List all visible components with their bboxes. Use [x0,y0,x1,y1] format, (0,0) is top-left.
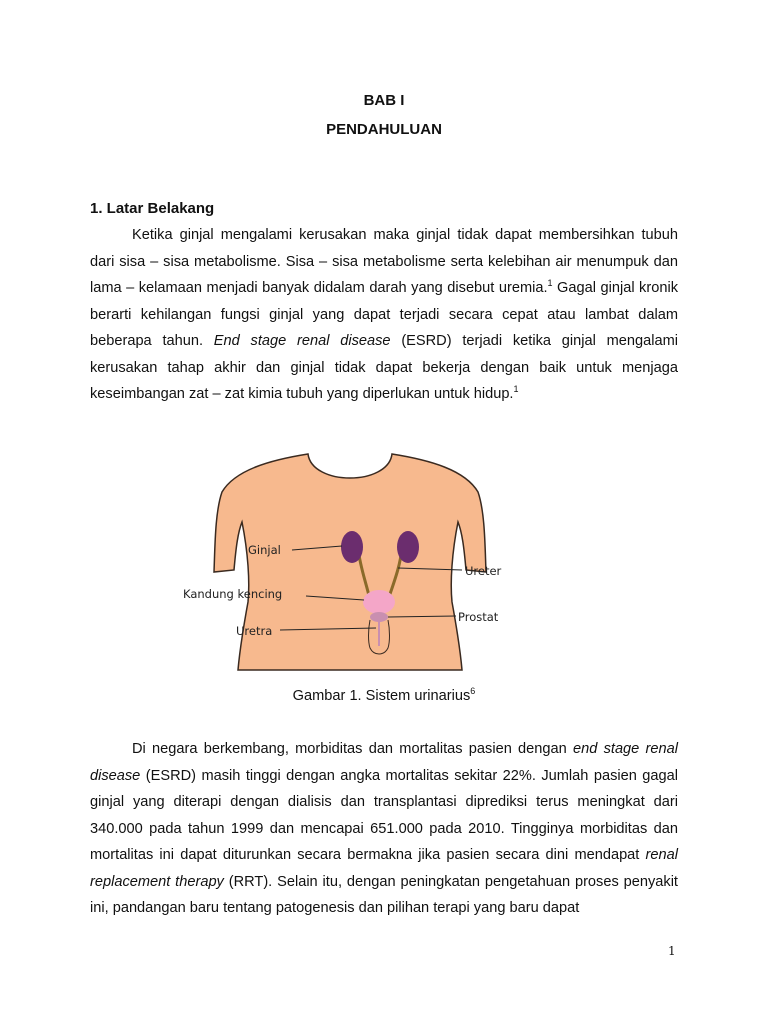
page-number: 1 [668,944,676,958]
bladder [363,590,395,614]
label-ginjal: Ginjal [248,543,281,557]
p1-text-1: Ketika ginjal mengalami kerusakan maka ginjal tidak dapat membersihkan tubuh dari sisa – sisa metabolisme. Sisa – sisa metabolisme serta kelebihan air menumpuk dan lama – kelamaan menjadi banyak didalam darah yang disebut uremia. [90,227,678,296]
label-ureter: Ureter [465,564,502,578]
section-heading: 1. Latar Belakang [90,200,215,217]
left-kidney [341,531,363,563]
figure-caption [0,688,768,704]
p2-text-1: Di negara berkembang, morbiditas dan mortalitas pasien dengan [132,741,573,757]
p1-italic-esrd: End stage renal disease [213,333,391,349]
p2-italic-rrt: renal replacement therapy [90,847,678,890]
p2-italic-esrd: end stage renal disease [90,741,678,784]
label-uretra: Uretra [236,624,273,638]
p1-footnote-ref-1: 1 [547,278,553,289]
urinary-system-figure [180,452,520,674]
p2-text-3: (RRT). Selain itu, dengan peningkatan pengetahuan proses penyakit ini, pandangan baru tentang patogenesis dan pilihan terapi yang baru dapat [90,873,678,916]
paragraph-latar-belakang [90,222,678,408]
paragraph-2 [90,736,678,922]
p1-footnote-ref-2: 1 [513,384,519,395]
chapter-title: PENDAHULUAN [326,121,442,138]
label-prostat: Prostat [458,610,499,624]
p1-text-3: (ESRD) terjadi ketika ginjal mengalami kerusakan tahap akhir dan ginjal tidak dapat bekerja dengan baik untuk menjaga keseimbangan zat – zat kimia tubuh yang diperlukan untuk hidup. [90,333,678,402]
caption-text: Gambar 1. Sistem urinarius [292,688,471,704]
caption-footnote-ref: 6 [470,686,476,697]
chapter-label: BAB I [363,92,405,109]
right-kidney [397,531,419,563]
p1-text-2: Gagal ginjal kronik berarti kehilangan fungsi ginjal yang dapat terjadi secara cepat atau lambat dalam beberapa tahun. [90,280,678,349]
p2-text-2: (ESRD) masih tinggi dengan angka mortalitas sekitar 22%. Jumlah pasien gagal ginjal yang diterapi dengan dialisis dan transplantasi diprediksi terus meningkat dari 340.000 pada tahun 1999 dan mencapai 651.000 pada 2010. Tingginya morbiditas dan mortalitas ini dapat diturunkan secara bermakna jika pasien secara dini mendapat [90,767,678,863]
label-kandung-kencing: Kandung kencing [183,587,283,601]
